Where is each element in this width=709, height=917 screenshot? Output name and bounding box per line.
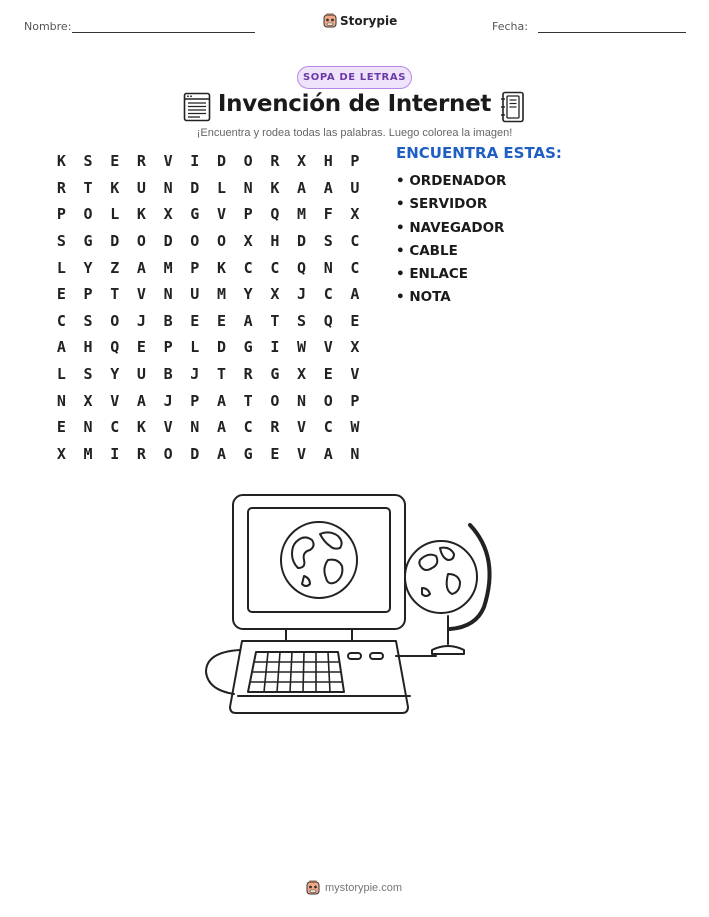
grid-letter[interactable]: L <box>216 178 226 197</box>
grid-letter[interactable]: E <box>110 152 120 171</box>
grid-letter[interactable]: Y <box>110 365 120 384</box>
computer-and-globe-illustration[interactable] <box>200 490 510 720</box>
grid-letter[interactable]: Y <box>83 258 93 277</box>
grid-letter[interactable]: X <box>350 338 360 357</box>
grid-letter[interactable]: W <box>297 338 307 357</box>
grid-letter[interactable]: N <box>350 444 360 463</box>
grid-letter[interactable]: D <box>190 178 200 197</box>
grid-letter[interactable]: J <box>190 365 200 384</box>
grid-letter[interactable]: R <box>136 444 146 463</box>
grid-letter[interactable]: A <box>216 418 226 437</box>
grid-letter[interactable]: U <box>190 285 200 304</box>
grid-letter[interactable]: V <box>110 391 120 410</box>
grid-letter[interactable]: U <box>136 178 146 197</box>
grid-letter[interactable]: R <box>56 178 66 197</box>
grid-letter[interactable]: R <box>270 418 280 437</box>
grid-letter[interactable]: N <box>163 285 173 304</box>
grid-letter[interactable]: V <box>216 205 226 224</box>
grid-letter[interactable]: V <box>136 285 146 304</box>
name-line[interactable] <box>72 32 255 33</box>
grid-letter[interactable]: V <box>297 418 307 437</box>
grid-letter[interactable]: S <box>297 311 307 330</box>
grid-letter[interactable]: X <box>297 152 307 171</box>
grid-letter[interactable]: T <box>83 178 93 197</box>
grid-letter[interactable]: Q <box>110 338 120 357</box>
grid-letter[interactable]: E <box>56 418 66 437</box>
grid-letter[interactable]: V <box>163 152 173 171</box>
grid-letter[interactable]: A <box>323 178 333 197</box>
grid-letter[interactable]: X <box>297 365 307 384</box>
grid-letter[interactable]: S <box>56 232 66 251</box>
grid-letter[interactable]: G <box>243 338 253 357</box>
grid-letter[interactable]: A <box>216 391 226 410</box>
grid-letter[interactable]: A <box>297 178 307 197</box>
grid-letter[interactable]: K <box>136 205 146 224</box>
word-item: • CABLE <box>396 242 458 259</box>
grid-letter[interactable]: C <box>110 418 120 437</box>
grid-letter[interactable]: E <box>56 285 66 304</box>
grid-letter[interactable]: C <box>270 258 280 277</box>
grid-letter[interactable]: X <box>56 444 66 463</box>
grid-letter[interactable]: T <box>216 365 226 384</box>
grid-letter[interactable]: E <box>136 338 146 357</box>
grid-letter[interactable]: A <box>323 444 333 463</box>
grid-letter[interactable]: P <box>190 258 200 277</box>
grid-letter[interactable]: A <box>136 391 146 410</box>
grid-letter[interactable]: P <box>350 152 360 171</box>
document-icon <box>183 92 211 122</box>
grid-letter[interactable]: A <box>136 258 146 277</box>
grid-letter[interactable]: F <box>323 205 333 224</box>
grid-letter[interactable]: B <box>163 365 173 384</box>
grid-letter[interactable]: M <box>163 258 173 277</box>
grid-letter[interactable]: C <box>243 418 253 437</box>
grid-letter[interactable]: N <box>163 178 173 197</box>
grid-letter[interactable]: D <box>216 152 226 171</box>
grid-letter[interactable]: S <box>83 152 93 171</box>
grid-letter[interactable]: H <box>83 338 93 357</box>
grid-letter[interactable]: O <box>216 232 226 251</box>
grid-letter[interactable]: V <box>323 338 333 357</box>
storypie-mascot-icon <box>323 13 337 29</box>
grid-letter[interactable]: I <box>190 152 200 171</box>
grid-letter[interactable]: O <box>323 391 333 410</box>
grid-letter[interactable]: R <box>243 365 253 384</box>
grid-letter[interactable]: J <box>163 391 173 410</box>
word-item: • ENLACE <box>396 266 469 283</box>
grid-letter[interactable]: K <box>270 178 280 197</box>
grid-letter[interactable]: S <box>83 311 93 330</box>
grid-letter[interactable]: C <box>323 285 333 304</box>
grid-letter[interactable]: N <box>297 391 307 410</box>
word-list-title: ENCUENTRA ESTAS: <box>396 144 562 162</box>
instructions: ¡Encuentra y rodea todas las palabras. Luego colorea la imagen! <box>196 127 513 139</box>
grid-letter[interactable]: Q <box>323 311 333 330</box>
grid-letter[interactable]: I <box>110 444 120 463</box>
grid-letter[interactable]: D <box>110 232 120 251</box>
grid-letter[interactable]: H <box>323 152 333 171</box>
grid-letter[interactable]: I <box>270 338 280 357</box>
grid-letter[interactable]: H <box>270 232 280 251</box>
grid-letter[interactable]: X <box>243 232 253 251</box>
brand <box>323 13 397 29</box>
name-label: Nombre: <box>24 20 72 33</box>
grid-letter[interactable]: L <box>190 338 200 357</box>
grid-letter[interactable]: C <box>56 311 66 330</box>
grid-letter[interactable]: T <box>110 285 120 304</box>
grid-letter[interactable]: X <box>83 391 93 410</box>
grid-letter[interactable]: C <box>243 258 253 277</box>
grid-letter[interactable]: M <box>297 205 307 224</box>
grid-letter[interactable]: N <box>243 178 253 197</box>
grid-letter[interactable]: C <box>323 418 333 437</box>
grid-letter[interactable]: A <box>56 338 66 357</box>
grid-letter[interactable]: P <box>350 391 360 410</box>
grid-letter[interactable]: Q <box>270 205 280 224</box>
grid-letter[interactable]: L <box>110 205 120 224</box>
grid-letter[interactable]: O <box>190 232 200 251</box>
grid-letter[interactable]: D <box>163 232 173 251</box>
word-item: • ORDENADOR <box>396 173 507 189</box>
grid-letter[interactable]: N <box>56 391 66 410</box>
grid-letter[interactable]: G <box>270 365 280 384</box>
grid-letter[interactable]: V <box>297 444 307 463</box>
grid-letter[interactable]: L <box>56 258 66 277</box>
grid-letter[interactable]: J <box>297 285 307 304</box>
grid-letter[interactable]: G <box>243 444 253 463</box>
grid-letter[interactable]: P <box>56 205 66 224</box>
grid-letter[interactable]: W <box>350 418 360 437</box>
word-list <box>396 171 506 311</box>
grid-letter[interactable]: X <box>163 205 173 224</box>
grid-letter[interactable]: N <box>190 418 200 437</box>
grid-letter[interactable]: X <box>350 205 360 224</box>
grid-letter[interactable]: Q <box>297 258 307 277</box>
grid-letter[interactable]: L <box>56 365 66 384</box>
grid-letter[interactable]: C <box>350 258 360 277</box>
grid-letter[interactable]: P <box>163 338 173 357</box>
grid-letter[interactable]: E <box>270 444 280 463</box>
grid-letter[interactable]: O <box>136 232 146 251</box>
grid-letter[interactable]: O <box>243 152 253 171</box>
grid-letter[interactable]: G <box>83 232 93 251</box>
grid-letter[interactable]: D <box>297 232 307 251</box>
grid-letter[interactable]: U <box>136 365 146 384</box>
grid-letter[interactable]: O <box>270 391 280 410</box>
grid-letter[interactable]: E <box>190 311 200 330</box>
grid-letter[interactable]: Y <box>243 285 253 304</box>
grid-letter[interactable]: A <box>243 311 253 330</box>
grid-letter[interactable]: D <box>216 338 226 357</box>
grid-letter[interactable]: G <box>190 205 200 224</box>
grid-letter[interactable]: O <box>163 444 173 463</box>
activity-badge: SOPA DE LETRAS <box>297 66 412 89</box>
word-search-grid[interactable] <box>48 148 368 467</box>
grid-letter[interactable]: R <box>136 152 146 171</box>
grid-letter[interactable]: A <box>350 285 360 304</box>
storypie-mascot-icon <box>306 880 320 896</box>
grid-letter[interactable]: K <box>110 178 120 197</box>
grid-letter[interactable]: K <box>56 152 66 171</box>
grid-letter[interactable]: O <box>83 205 93 224</box>
grid-letter[interactable]: P <box>243 205 253 224</box>
grid-letter[interactable]: E <box>216 311 226 330</box>
grid-letter[interactable]: C <box>350 232 360 251</box>
grid-letter[interactable]: S <box>323 232 333 251</box>
grid-letter[interactable]: M <box>216 285 226 304</box>
grid-letter[interactable]: N <box>323 258 333 277</box>
notebook-icon <box>500 91 526 123</box>
grid-letter[interactable]: Z <box>110 258 120 277</box>
date-line[interactable] <box>538 32 686 33</box>
grid-letter[interactable]: T <box>243 391 253 410</box>
grid-letter[interactable]: R <box>270 152 280 171</box>
grid-letter[interactable]: T <box>270 311 280 330</box>
grid-letter[interactable]: O <box>110 311 120 330</box>
grid-letter[interactable]: N <box>83 418 93 437</box>
date-label: Fecha: <box>492 20 528 33</box>
grid-letter[interactable]: E <box>350 311 360 330</box>
grid-letter[interactable]: K <box>136 418 146 437</box>
grid-letter[interactable]: A <box>216 444 226 463</box>
word-item: • NOTA <box>396 289 451 306</box>
grid-letter[interactable]: B <box>163 311 173 330</box>
brand-name: Storypie <box>340 14 398 28</box>
grid-letter[interactable]: P <box>83 285 93 304</box>
footer <box>306 880 402 896</box>
grid-letter[interactable]: U <box>350 178 360 197</box>
grid-letter[interactable]: S <box>83 365 93 384</box>
grid-letter[interactable]: E <box>323 365 333 384</box>
word-item: • SERVIDOR <box>396 196 488 213</box>
grid-letter[interactable]: J <box>136 311 146 330</box>
grid-letter[interactable]: V <box>350 365 360 384</box>
grid-letter[interactable]: X <box>270 285 280 304</box>
footer-url[interactable]: mystorypie.com <box>325 882 403 894</box>
word-item: • NAVEGADOR <box>396 219 505 236</box>
grid-letter[interactable]: P <box>190 391 200 410</box>
page-title: Invención de Internet <box>217 91 492 117</box>
grid-letter[interactable]: V <box>163 418 173 437</box>
grid-letter[interactable]: M <box>83 444 93 463</box>
grid-letter[interactable]: K <box>216 258 226 277</box>
grid-letter[interactable]: D <box>190 444 200 463</box>
